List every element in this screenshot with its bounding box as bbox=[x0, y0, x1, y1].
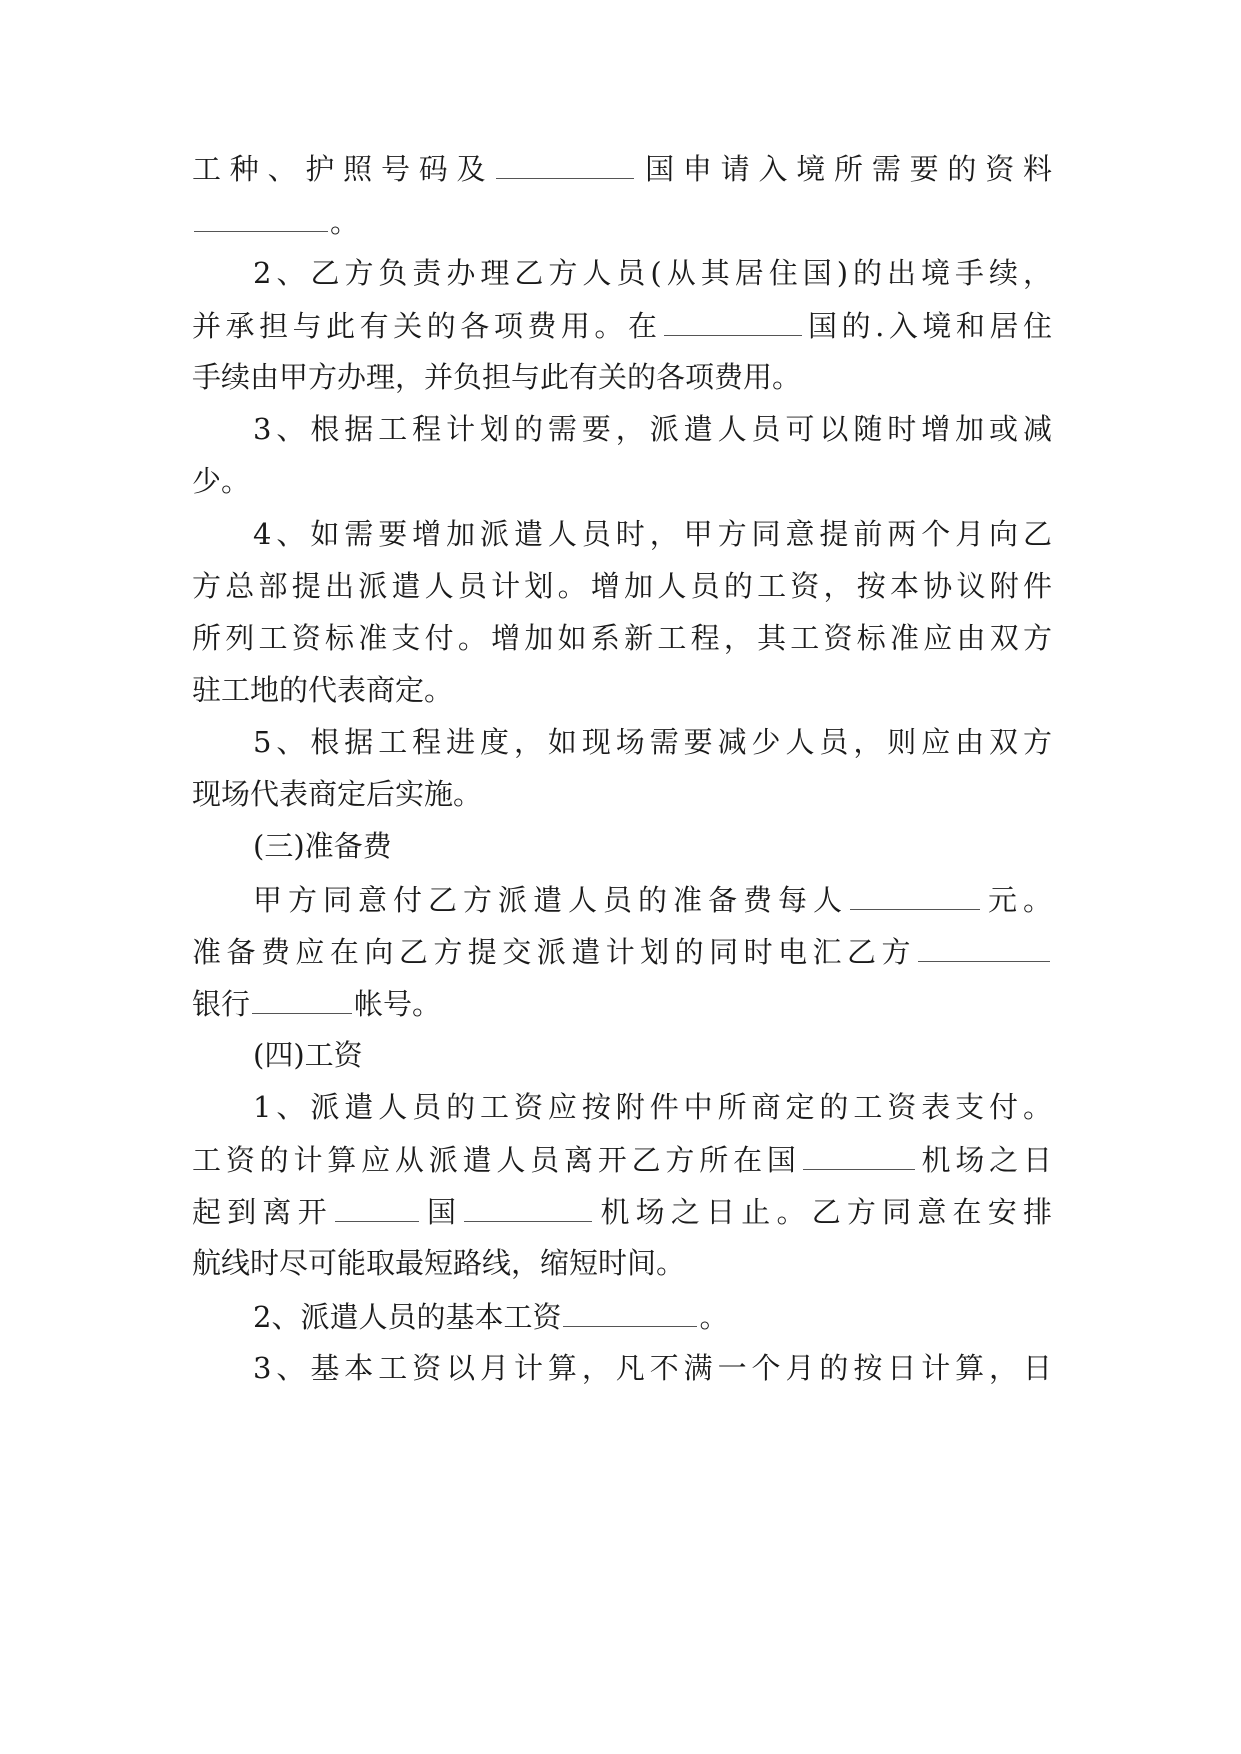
text-line: 准备费应在向乙方提交派遣计划的同时电汇乙方 bbox=[192, 931, 1052, 972]
text-line: 。 bbox=[192, 201, 1052, 242]
blank-underline bbox=[252, 983, 352, 1014]
text-line: 并承担与此有关的各项费用。在 国的.入境和居住 bbox=[192, 305, 1052, 346]
blank-underline bbox=[335, 1191, 419, 1222]
paragraph-2-start: 2、乙方负责办理乙方人员(从其居住国)的出境手续， bbox=[253, 256, 1052, 290]
text-line: 现场代表商定后实施。 bbox=[192, 777, 483, 811]
text-line: 方总部提出派遣人员计划。增加人员的工资，按本协议附件 bbox=[192, 569, 1052, 603]
text-line: 所列工资标准支付。增加如系新工程，其工资标准应由双方 bbox=[192, 621, 1052, 655]
text-line: 工种、护照号码及 国申请入境所需要的资料 bbox=[192, 148, 1052, 189]
blank-underline bbox=[918, 931, 1050, 962]
text-line: 手续由甲方办理，并负担与此有关的各项费用。 bbox=[192, 360, 802, 394]
text-line: 工资的计算应从派遣人员离开乙方所在国 机场之日 bbox=[192, 1139, 1052, 1180]
text-line: 少。 bbox=[192, 464, 251, 498]
blank-underline bbox=[850, 879, 980, 910]
text-line: 银行 帐号。 bbox=[192, 983, 1052, 1024]
text-line: 甲方同意付乙方派遣人员的准备费每人 元。 bbox=[253, 879, 1052, 920]
section-heading-wages: (四)工资 bbox=[253, 1038, 363, 1072]
paragraph-3-start: 3、根据工程计划的需要，派遣人员可以随时增加或减 bbox=[253, 412, 1052, 446]
text-line: 2、派遣人员的基本工资 。 bbox=[253, 1296, 1052, 1337]
blank-underline bbox=[194, 201, 328, 232]
paragraph-5-start: 5、根据工程进度，如现场需要减少人员，则应由双方 bbox=[253, 725, 1052, 759]
paragraph-wage-1-start: 1、派遣人员的工资应按附件中所商定的工资表支付。 bbox=[253, 1090, 1052, 1124]
text-line: 起到离开 国 机场之日止。乙方同意在安排 bbox=[192, 1191, 1052, 1232]
text-line: 航线时尽可能取最短路线，缩短时间。 bbox=[192, 1246, 686, 1280]
paragraph-wage-3-start: 3、基本工资以月计算，凡不满一个月的按日计算，日 bbox=[253, 1351, 1052, 1385]
blank-underline bbox=[563, 1296, 697, 1327]
section-heading-preparation-fee: (三)准备费 bbox=[253, 829, 392, 863]
text-line: 驻工地的代表商定。 bbox=[192, 673, 454, 707]
blank-underline bbox=[803, 1139, 915, 1170]
blank-underline bbox=[464, 1191, 592, 1222]
blank-underline bbox=[496, 148, 634, 179]
paragraph-4-start: 4、如需要增加派遣人员时，甲方同意提前两个月向乙 bbox=[253, 517, 1052, 551]
blank-underline bbox=[664, 305, 802, 336]
